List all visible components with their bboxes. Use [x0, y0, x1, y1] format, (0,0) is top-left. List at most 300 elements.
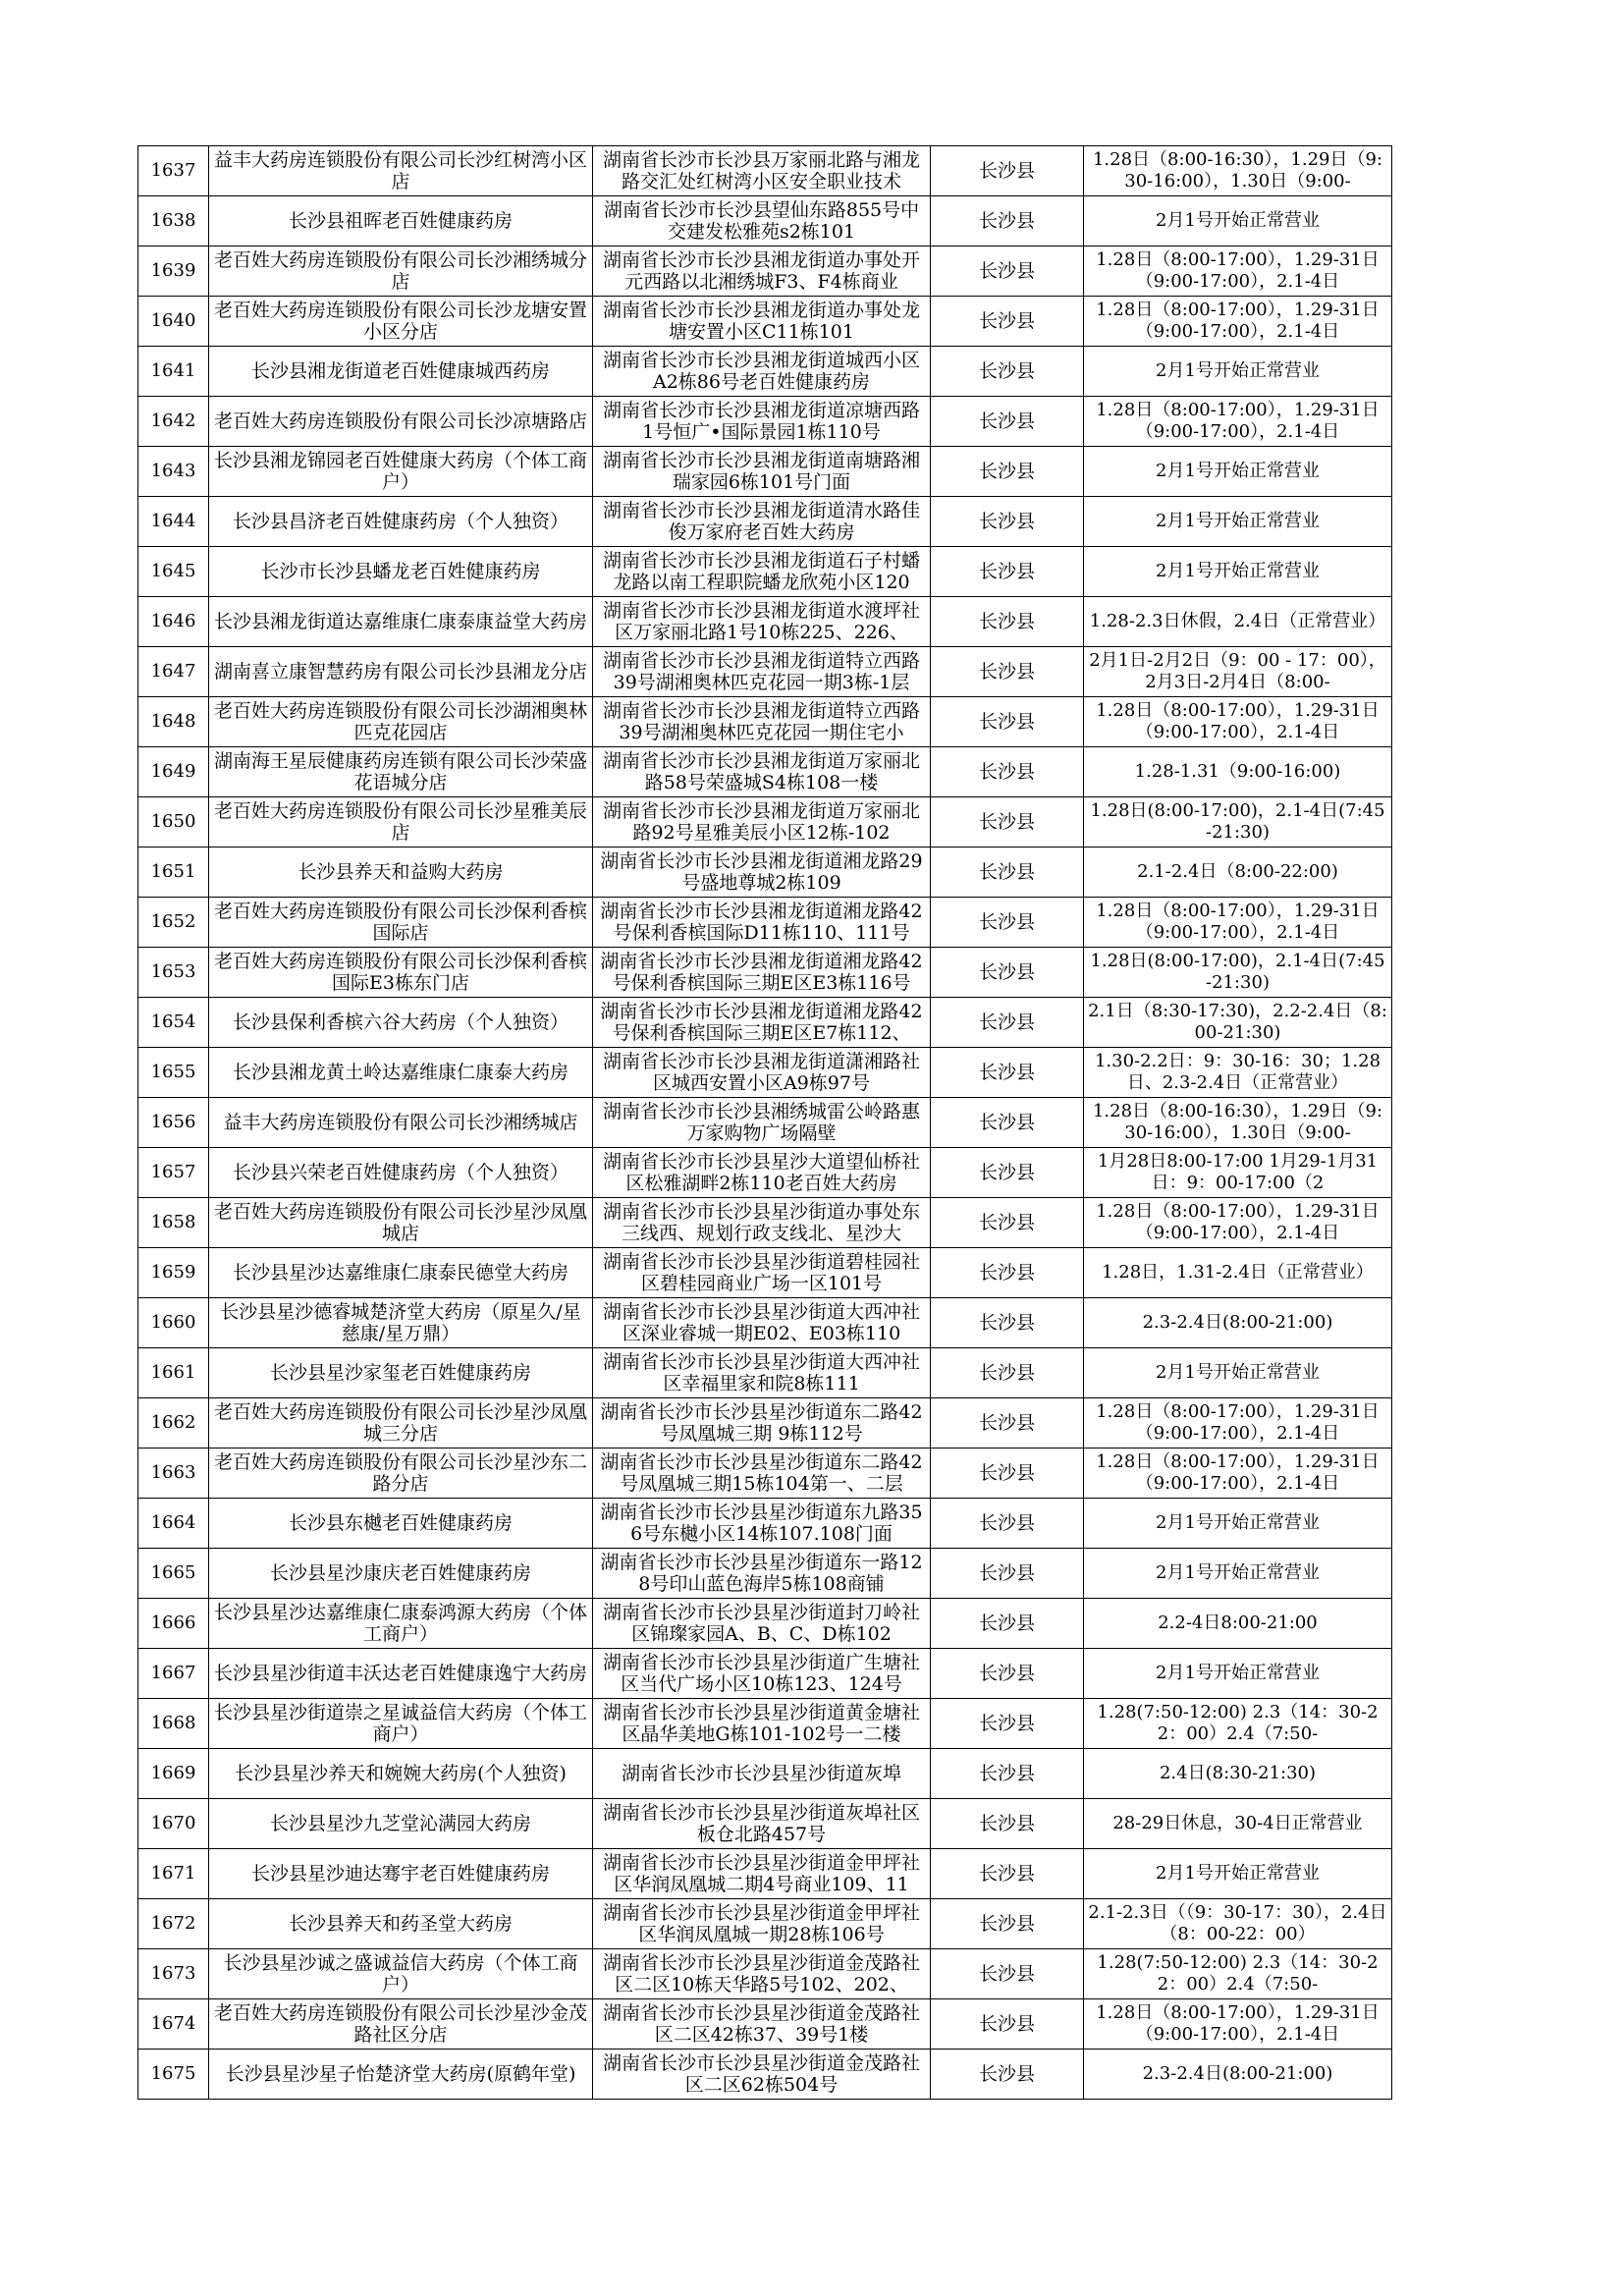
business-hours-cell — [1084, 2050, 1392, 2100]
business-hours-cell — [1084, 1048, 1392, 1098]
business-hours: 1.28-1.31（9:00-16:00) — [1134, 761, 1341, 782]
pharmacy-address: 湖南省长沙市长沙县星沙街道大西冲社区幸福里家和院8栋111 — [602, 1351, 920, 1394]
business-hours-cell — [1084, 1849, 1392, 1899]
table-row — [138, 647, 1392, 697]
table-row — [138, 447, 1392, 497]
row-number-cell — [138, 1198, 209, 1248]
county: 长沙县 — [978, 1663, 1035, 1684]
pharmacy-name: 长沙县养天和益购大药房 — [298, 861, 504, 883]
row-number: 1675 — [150, 2063, 196, 2084]
pharmacy-address-cell — [593, 1999, 931, 2050]
business-hours-cell — [1084, 647, 1392, 697]
pharmacy-address: 湖南省长沙市长沙县星沙街道碧桂园社区碧桂园商业广场一区101号 — [602, 1251, 920, 1294]
business-hours-cell — [1084, 146, 1392, 196]
pharmacy-name: 长沙县星沙家玺老百姓健康药房 — [269, 1362, 531, 1384]
row-number-cell — [138, 547, 209, 597]
table-row — [138, 898, 1392, 948]
pharmacy-address-cell — [593, 597, 931, 647]
business-hours: 2月1号开始正常营业 — [1156, 1512, 1320, 1533]
business-hours: 1.28日(8:00-17:00)，2.1-4日(7:45-21:30) — [1090, 800, 1385, 843]
pharmacy-name-cell — [209, 146, 593, 196]
county: 长沙县 — [978, 761, 1035, 783]
pharmacy-name: 长沙县星沙养天和婉婉大药房(个人独资) — [235, 1763, 567, 1784]
table-row — [138, 1499, 1392, 1549]
row-number: 1661 — [150, 1362, 196, 1383]
pharmacy-address-cell — [593, 146, 931, 196]
county: 长沙县 — [978, 160, 1035, 182]
pharmacy-name-cell — [209, 1549, 593, 1599]
pharmacy-name-cell — [209, 1949, 593, 1999]
pharmacy-name-cell — [209, 1649, 593, 1699]
pharmacy-name-cell — [209, 1048, 593, 1098]
business-hours-cell — [1084, 1398, 1392, 1449]
row-number-cell — [138, 1649, 209, 1699]
pharmacy-address-cell — [593, 948, 931, 998]
row-number-cell — [138, 1549, 209, 1599]
row-number: 1674 — [150, 2013, 196, 2034]
county: 长沙县 — [978, 611, 1035, 632]
business-hours: 1.28日（8:00-17:00），1.29-31日（9:00-17:00），2.1-4日 — [1096, 400, 1380, 442]
business-hours: 1.28日，1.31-2.4日（正常营业） — [1102, 1262, 1374, 1283]
row-number-cell — [138, 1499, 209, 1549]
pharmacy-address-cell — [593, 1048, 931, 1098]
county: 长沙县 — [978, 1162, 1035, 1183]
pharmacy-address: 湖南省长沙市长沙县星沙街道黄金塘社区晶华美地G栋101-102号一二楼 — [602, 1702, 920, 1745]
pharmacy-address-cell — [593, 196, 931, 246]
pharmacy-address-cell — [593, 1148, 931, 1198]
table-row — [138, 1248, 1392, 1298]
business-hours: 1.28日（8:00-17:00），1.29-31日（9:00-17:00），2.1-4日 — [1096, 901, 1380, 943]
county-cell — [931, 697, 1084, 747]
pharmacy-name-cell — [209, 847, 593, 898]
row-number-cell — [138, 397, 209, 447]
pharmacy-address: 湖南省长沙市长沙县湘龙街道水渡坪社区万家丽北路1号10栋225、226、 — [602, 600, 920, 643]
pharmacy-name: 长沙县星沙街道崇之星诚益信大药房（个体工商户） — [213, 1702, 587, 1745]
county: 长沙县 — [978, 1963, 1035, 1985]
county-cell — [931, 898, 1084, 948]
pharmacy-address: 湖南省长沙市长沙县星沙街道办事处东三线西、规划行政支线北、星沙大 — [602, 1201, 920, 1244]
business-hours: 28-29日休息，30-4日正常营业 — [1112, 1813, 1363, 1833]
county: 长沙县 — [978, 2013, 1035, 2035]
row-number-cell — [138, 447, 209, 497]
row-number-cell — [138, 597, 209, 647]
county-cell — [931, 397, 1084, 447]
pharmacy-name: 老百姓大药房连锁股份有限公司长沙星沙凤凰城三分店 — [213, 1401, 587, 1445]
county-cell — [931, 1248, 1084, 1298]
table-row — [138, 1098, 1392, 1148]
table-row — [138, 1699, 1392, 1749]
county-cell — [931, 1799, 1084, 1849]
pharmacy-address: 湖南省长沙市长沙县湘龙街道湘龙路42号保利香槟国际D11栋110、111号 — [600, 901, 923, 944]
county: 长沙县 — [978, 1613, 1035, 1634]
table-row — [138, 1649, 1392, 1699]
business-hours: 1.28日（8:00-17:00），1.29-31日（9:00-17:00），2.1-4日 — [1096, 1451, 1380, 1494]
county-cell — [931, 797, 1084, 847]
table-row — [138, 497, 1392, 547]
row-number: 1656 — [150, 1112, 196, 1132]
pharmacy-name: 老百姓大药房连锁股份有限公司长沙湘绣城分店 — [213, 249, 587, 293]
pharmacy-name-cell — [209, 1098, 593, 1148]
business-hours-cell — [1084, 998, 1392, 1048]
pharmacy-address-cell — [593, 1449, 931, 1499]
county: 长沙县 — [978, 1062, 1035, 1083]
pharmacy-address: 湖南省长沙市长沙县湘龙街道凉塘西路1号恒广•国际景园1栋110号 — [602, 400, 920, 443]
pharmacy-name: 老百姓大药房连锁股份有限公司长沙龙塘安置小区分店 — [213, 300, 587, 343]
pharmacy-name: 长沙县星沙街道丰沃达老百姓健康逸宁大药房 — [213, 1663, 587, 1684]
pharmacy-address-cell — [593, 2050, 931, 2100]
business-hours-cell — [1084, 1649, 1392, 1699]
pharmacy-address: 湖南省长沙市长沙县湘龙街道万家丽北路92号星雅美辰小区12栋-102 — [602, 800, 920, 844]
pharmacy-address: 湖南省长沙市长沙县望仙东路855号中交建发松雅苑s2栋101 — [603, 199, 920, 243]
business-hours: 2.1日（8:30-17:30)，2.2-2.4日（8:00-21:30) — [1088, 1001, 1387, 1043]
county: 长沙县 — [978, 1763, 1035, 1784]
table-row — [138, 797, 1392, 847]
county: 长沙县 — [978, 1262, 1035, 1284]
county: 长沙县 — [978, 310, 1035, 332]
row-number: 1664 — [150, 1512, 196, 1533]
pharmacy-address-cell — [593, 1098, 931, 1148]
pharmacy-address: 湖南省长沙市长沙县湘龙街道特立西路39号湖湘奥林匹克花园一期3栋-1层 — [602, 650, 920, 693]
county: 长沙县 — [978, 1913, 1035, 1935]
table-body — [138, 146, 1392, 2100]
pharmacy-address-cell — [593, 898, 931, 948]
pharmacy-name: 老百姓大药房连锁股份有限公司长沙星沙凤凰城店 — [213, 1201, 587, 1244]
pharmacy-address-cell — [593, 1348, 931, 1398]
row-number: 1655 — [150, 1062, 196, 1082]
business-hours-cell — [1084, 447, 1392, 497]
business-hours-cell — [1084, 547, 1392, 597]
county-cell — [931, 1148, 1084, 1198]
table-row — [138, 747, 1392, 797]
business-hours-cell — [1084, 898, 1392, 948]
row-number-cell — [138, 697, 209, 747]
pharmacy-address-cell — [593, 1749, 931, 1799]
row-number: 1665 — [150, 1562, 196, 1583]
pharmacy-name: 长沙市长沙县蟠龙老百姓健康药房 — [260, 561, 541, 582]
county-cell — [931, 1198, 1084, 1248]
table-row — [138, 597, 1392, 647]
business-hours-cell — [1084, 948, 1392, 998]
table-row — [138, 1949, 1392, 1999]
row-number: 1666 — [150, 1613, 196, 1633]
pharmacy-name-cell — [209, 297, 593, 347]
pharmacy-name-cell — [209, 1348, 593, 1398]
business-hours: 1.28日（8:00-16:30），1.29日（9:30-16:00），1.30日（9:00- — [1092, 1101, 1383, 1143]
pharmacy-address: 湖南省长沙市长沙县湘龙街道万家丽北路58号荣盛城S4栋108一楼 — [602, 750, 920, 793]
pharmacy-name-cell — [209, 998, 593, 1048]
row-number-cell — [138, 1048, 209, 1098]
business-hours: 1.28日（8:00-17:00），1.29-31日（9:00-17:00），2.1-4日 — [1096, 1201, 1380, 1243]
pharmacy-address-cell — [593, 246, 931, 297]
pharmacy-name-cell — [209, 1449, 593, 1499]
business-hours: 2.1-2.3日（（9：30-17：30），2.4日（8：00-22：00） — [1088, 1902, 1387, 1944]
business-hours-cell — [1084, 1298, 1392, 1348]
table-row — [138, 847, 1392, 898]
row-number: 1644 — [150, 511, 196, 531]
pharmacy-address: 湖南省长沙市长沙县星沙街道灰埠 — [621, 1763, 901, 1784]
row-number-cell — [138, 647, 209, 697]
county-cell — [931, 1899, 1084, 1949]
business-hours: 1月28日8:00-17:00 1月29-1月31日：9：00-17:00（2 — [1097, 1151, 1379, 1193]
business-hours-cell — [1084, 347, 1392, 397]
row-number-cell — [138, 797, 209, 847]
business-hours: 1.28-2.3日休假，2.4日（正常营业） — [1089, 611, 1386, 631]
business-hours-cell — [1084, 847, 1392, 898]
pharmacy-address-cell — [593, 797, 931, 847]
business-hours-cell — [1084, 1599, 1392, 1649]
table-row — [138, 1999, 1392, 2050]
table-row — [138, 297, 1392, 347]
pharmacy-address-cell — [593, 447, 931, 497]
row-number-cell — [138, 1949, 209, 1999]
pharmacy-name-cell — [209, 497, 593, 547]
row-number-cell — [138, 146, 209, 196]
pharmacy-name: 老百姓大药房连锁股份有限公司长沙星沙金茂路社区分店 — [213, 2002, 587, 2046]
table-row — [138, 1048, 1392, 1098]
table-row — [138, 246, 1392, 297]
pharmacy-address: 湖南省长沙市长沙县星沙街道东一路128号印山蓝色海岸5栋108商铺 — [600, 1552, 923, 1595]
table-row — [138, 1799, 1392, 1849]
county: 长沙县 — [978, 461, 1035, 482]
row-number: 1651 — [150, 861, 196, 882]
pharmacy-address-cell — [593, 1899, 931, 1949]
row-number: 1653 — [150, 961, 196, 982]
county-cell — [931, 347, 1084, 397]
pharmacy-address: 湖南省长沙市长沙县湘龙街道湘龙路29号盛地尊城2栋109 — [600, 850, 923, 894]
pharmacy-address: 湖南省长沙市长沙县星沙街道金茂路社区二区62栋504号 — [602, 2052, 920, 2096]
county-cell — [931, 847, 1084, 898]
pharmacy-address-cell — [593, 1849, 931, 1899]
business-hours-cell — [1084, 1899, 1392, 1949]
county: 长沙县 — [978, 1312, 1035, 1334]
table-row — [138, 1298, 1392, 1348]
county-cell — [931, 1549, 1084, 1599]
county: 长沙县 — [978, 711, 1035, 733]
row-number: 1649 — [150, 761, 196, 782]
pharmacy-name-cell — [209, 2050, 593, 2100]
pharmacy-name: 长沙县保利香槟六谷大药房（个人独资） — [232, 1011, 568, 1033]
row-number: 1639 — [150, 260, 196, 281]
business-hours: 2月1号开始正常营业 — [1156, 461, 1320, 481]
row-number: 1663 — [150, 1462, 196, 1483]
row-number-cell — [138, 747, 209, 797]
row-number-cell — [138, 1298, 209, 1348]
county-cell — [931, 1348, 1084, 1398]
business-hours: 2月1号开始正常营业 — [1156, 1562, 1320, 1583]
pharmacy-address: 湖南省长沙市长沙县湘龙街道办事处龙塘安置小区C11栋101 — [602, 300, 920, 343]
pharmacy-name-cell — [209, 1749, 593, 1799]
row-number: 1643 — [150, 461, 196, 481]
table-row — [138, 1549, 1392, 1599]
business-hours-cell — [1084, 597, 1392, 647]
county: 长沙县 — [978, 961, 1035, 983]
row-number: 1670 — [150, 1813, 196, 1833]
business-hours: 2月1号开始正常营业 — [1156, 561, 1320, 581]
row-number-cell — [138, 1849, 209, 1899]
table-row — [138, 1348, 1392, 1398]
pharmacy-address: 湖南省长沙市长沙县湘绣城雷公岭路惠万家购物广场隔壁 — [602, 1101, 920, 1144]
table-row — [138, 1398, 1392, 1449]
row-number: 1657 — [150, 1162, 196, 1182]
business-hours-cell — [1084, 246, 1392, 297]
pharmacy-name: 长沙县湘龙黄土岭达嘉维康仁康泰大药房 — [232, 1062, 568, 1083]
pharmacy-name: 长沙县星沙达嘉维康仁康泰民德堂大药房 — [232, 1262, 568, 1284]
business-hours: 2月1号开始正常营业 — [1156, 360, 1320, 381]
pharmacy-address: 湖南省长沙市长沙县湘龙街道湘龙路42号保利香槟国际三期E区E3栋116号 — [600, 951, 923, 994]
county-cell — [931, 297, 1084, 347]
pharmacy-name: 长沙县星沙达嘉维康仁康泰鸿源大药房（个体工商户） — [213, 1602, 587, 1645]
business-hours: 1.28日（8:00-16:30），1.29日（9:30-16:00），1.30日（9:00- — [1092, 149, 1383, 191]
pharmacy-address-cell — [593, 397, 931, 447]
pharmacy-name-cell — [209, 597, 593, 647]
pharmacy-name: 长沙县星沙诚之盛诚益信大药房（个体工商户） — [223, 1952, 578, 1995]
pharmacy-name-cell — [209, 1298, 593, 1348]
county: 长沙县 — [978, 1112, 1035, 1133]
pharmacy-address-cell — [593, 998, 931, 1048]
business-hours: 1.28日（8:00-17:00），1.29-31日（9:00-17:00），2.1-4日 — [1096, 1401, 1380, 1444]
business-hours-cell — [1084, 797, 1392, 847]
row-number-cell — [138, 1699, 209, 1749]
pharmacy-address: 湖南省长沙市长沙县星沙街道金茂路社区二区10栋天华路5号102、202、 — [602, 1952, 920, 1995]
row-number: 1638 — [150, 210, 196, 231]
pharmacy-address: 湖南省长沙市长沙县湘龙街道办事处开元西路以北湘绣城F3、F4栋商业 — [602, 249, 920, 293]
business-hours-cell — [1084, 1749, 1392, 1799]
pharmacy-address-cell — [593, 1298, 931, 1348]
row-number-cell — [138, 1599, 209, 1649]
pharmacy-name-cell — [209, 547, 593, 597]
pharmacy-name-cell — [209, 1198, 593, 1248]
county-cell — [931, 1098, 1084, 1148]
county-cell — [931, 246, 1084, 297]
county-cell — [931, 1599, 1084, 1649]
pharmacy-name-cell — [209, 1699, 593, 1749]
county: 长沙县 — [978, 1412, 1035, 1434]
pharmacy-name: 老百姓大药房连锁股份有限公司长沙湖湘奥林匹克花园店 — [213, 700, 587, 743]
county: 长沙县 — [978, 861, 1035, 883]
row-number: 1660 — [150, 1312, 196, 1333]
business-hours-cell — [1084, 747, 1392, 797]
table-row — [138, 948, 1392, 998]
table-row — [138, 1449, 1392, 1499]
pharmacy-address: 湖南省长沙市长沙县星沙街道金甲坪社区华润凤凰城一期28栋106号 — [602, 1902, 920, 1945]
pharmacy-name: 长沙县湘龙街道达嘉维康仁康泰康益堂大药房 — [213, 611, 587, 632]
county-cell — [931, 547, 1084, 597]
business-hours-cell — [1084, 1098, 1392, 1148]
county: 长沙县 — [978, 210, 1035, 232]
pharmacy-name-cell — [209, 397, 593, 447]
pharmacy-name: 老百姓大药房连锁股份有限公司长沙凉塘路店 — [213, 410, 587, 432]
row-number: 1672 — [150, 1913, 196, 1934]
row-number: 1667 — [150, 1663, 196, 1683]
row-number-cell — [138, 847, 209, 898]
row-number: 1646 — [150, 611, 196, 631]
pharmacy-address: 湖南省长沙市长沙县星沙街道东二路42号凤凰城三期15栋104第一、二层 — [600, 1451, 923, 1495]
pharmacy-name-cell — [209, 347, 593, 397]
pharmacy-address-cell — [593, 347, 931, 397]
pharmacy-address: 湖南省长沙市长沙县星沙街道金甲坪社区华润凤凰城二期4号商业109、11 — [602, 1852, 920, 1895]
table-row — [138, 1198, 1392, 1248]
business-hours: 2.3-2.4日(8:00-21:00) — [1142, 2063, 1333, 2084]
pharmacy-name: 老百姓大药房连锁股份有限公司长沙保利香槟国际店 — [213, 901, 587, 944]
row-number: 1640 — [150, 310, 196, 331]
pharmacy-name: 长沙县星沙迪达骞宇老百姓健康药房 — [250, 1863, 550, 1885]
row-number: 1645 — [150, 561, 196, 581]
business-hours: 1.30-2.2日：9：30-16：30；1.28日、2.3-2.4日（正常营业） — [1094, 1051, 1381, 1093]
row-number-cell — [138, 297, 209, 347]
county: 长沙县 — [978, 1713, 1035, 1734]
county-cell — [931, 597, 1084, 647]
table-row — [138, 397, 1392, 447]
pharmacy-address: 湖南省长沙市长沙县湘龙街道清水路佳俊万家府老百姓大药房 — [602, 500, 920, 543]
county: 长沙县 — [978, 511, 1035, 532]
business-hours: 2月1号开始正常营业 — [1156, 511, 1320, 531]
county-cell — [931, 1649, 1084, 1699]
pharmacy-address-cell — [593, 1248, 931, 1298]
county: 长沙县 — [978, 360, 1035, 382]
pharmacy-address-cell — [593, 697, 931, 747]
pharmacy-name: 长沙县昌济老百姓健康药房（个人独资） — [232, 511, 568, 532]
pharmacy-name: 长沙县养天和药圣堂大药房 — [288, 1913, 513, 1935]
pharmacy-name: 长沙县祖晖老百姓健康药房 — [288, 210, 513, 232]
pharmacy-name: 湖南海王星辰健康药房连锁有限公司长沙荣盛花语城分店 — [213, 750, 587, 793]
pharmacy-address-cell — [593, 747, 931, 797]
county: 长沙县 — [978, 1462, 1035, 1484]
row-number-cell — [138, 1348, 209, 1398]
pharmacy-address-cell — [593, 297, 931, 347]
row-number: 1658 — [150, 1212, 196, 1232]
business-hours: 2月1号开始正常营业 — [1156, 1863, 1320, 1884]
business-hours: 1.28(7:50-12:00) 2.3（14：30-22：00）2.4（7:50- — [1097, 1702, 1379, 1744]
pharmacy-address-cell — [593, 1398, 931, 1449]
business-hours-cell — [1084, 1999, 1392, 2050]
row-number-cell — [138, 246, 209, 297]
row-number-cell — [138, 2050, 209, 2100]
pharmacy-name: 长沙县东樾老百姓健康药房 — [288, 1512, 513, 1534]
business-hours-cell — [1084, 297, 1392, 347]
pharmacy-address-cell — [593, 1699, 931, 1749]
row-number: 1669 — [150, 1763, 196, 1783]
business-hours: 2月1日-2月2日（9：00 - 17：00），2月3日-2月4日（8:00- — [1089, 650, 1386, 692]
row-number-cell — [138, 1248, 209, 1298]
county-cell — [931, 447, 1084, 497]
table-row — [138, 1599, 1392, 1649]
pharmacy-address-cell — [593, 1949, 931, 1999]
pharmacy-address: 湖南省长沙市长沙县湘龙街道潇湘路社区城西安置小区A9栋97号 — [602, 1051, 920, 1094]
pharmacy-address-cell — [593, 1549, 931, 1599]
table-row — [138, 1749, 1392, 1799]
pharmacy-name: 长沙县湘龙街道老百姓健康城西药房 — [250, 360, 550, 382]
table-row — [138, 697, 1392, 747]
pharmacy-name-cell — [209, 747, 593, 797]
row-number-cell — [138, 1398, 209, 1449]
county-cell — [931, 146, 1084, 196]
pharmacy-address-cell — [593, 1649, 931, 1699]
business-hours-cell — [1084, 1799, 1392, 1849]
county-cell — [931, 497, 1084, 547]
pharmacy-address: 湖南省长沙市长沙县星沙街道广生塘社区当代广场小区10栋123、124号 — [602, 1652, 920, 1695]
row-number: 1641 — [150, 360, 196, 381]
row-number: 1673 — [150, 1963, 196, 1984]
pharmacy-name-cell — [209, 1849, 593, 1899]
business-hours: 1.28日（8:00-17:00），1.29-31日（9:00-17:00），2.1-4日 — [1096, 300, 1380, 342]
pharmacy-name-cell — [209, 1248, 593, 1298]
pharmacy-name-cell — [209, 1499, 593, 1549]
county-cell — [931, 196, 1084, 246]
row-number: 1654 — [150, 1011, 196, 1032]
county: 长沙县 — [978, 2063, 1035, 2085]
business-hours-cell — [1084, 1248, 1392, 1298]
pharmacy-address: 湖南省长沙市长沙县湘龙街道城西小区A2栋86号老百姓健康药房 — [602, 350, 920, 393]
